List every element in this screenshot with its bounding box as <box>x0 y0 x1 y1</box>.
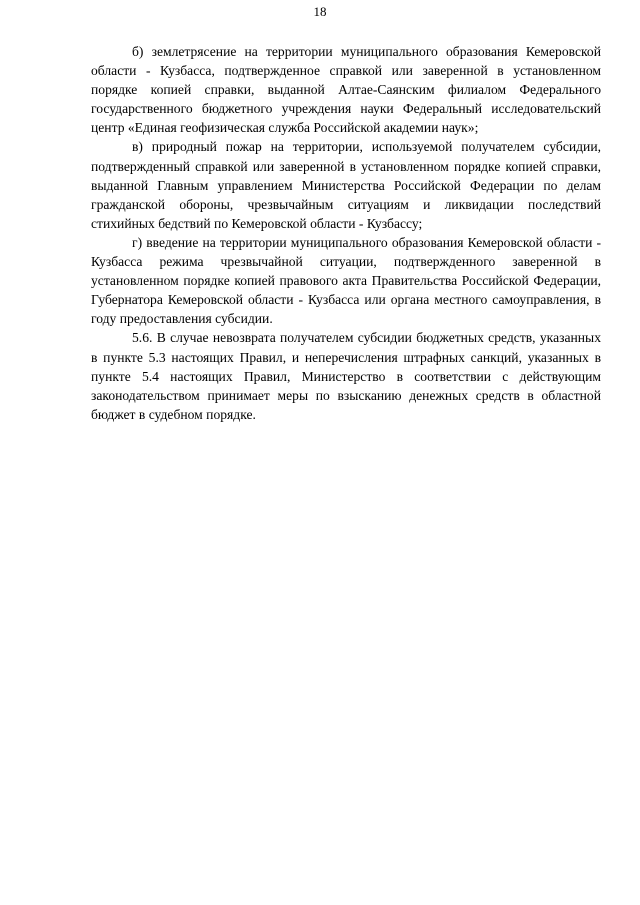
page-number: 18 <box>313 4 327 19</box>
paragraph-emergency-regime: г) введение на территории муниципального образования Кемеровской области - Кузбасса режима чрезвычайной ситуации, подтвержденного заверенной в установленном порядке копией правового акта Правительства Российской Федерации, Губернатора Кемеровской области - Кузбасса или органа местного самоуправления, в году предоставления субсидии. <box>91 234 601 327</box>
document-body <box>91 42 601 424</box>
paragraph-wildfire: в) природный пожар на территории, используемой получателем субсидии, подтвержденный справкой или заверенной в установленном порядке копией справки, выданной Главным управлением Министерства Российской Федерации по делам гражданской обороны, чрезвычайным ситуациям и ликвидации последствий стихийных бедствий по Кемеровской области - Кузбассу; <box>91 139 601 231</box>
paragraph-earthquake: б) землетрясение на территории муниципального образования Кемеровской области - Кузбасса, подтвержденное справкой или заверенной в установленном порядке копией справки, выданной Алтае-Саянским филиалом Федерального государственного бюджетного учреждения науки Федеральный исследовательский центр «Единая геофизическая служба Российской академии наук»; <box>91 44 601 136</box>
paragraph-5-6-non-return: 5.6. В случае невозврата получателем субсидии бюджетных средств, указанных в пункте 5.3 настоящих Правил, и неперечисления штрафных санкций, указанных в пункте 5.4 настоящих Правил, Министерство в соответствии с действующим законодательством принимает меры по взысканию денежных средств в областной бюджет в судебном порядке. <box>91 330 601 422</box>
